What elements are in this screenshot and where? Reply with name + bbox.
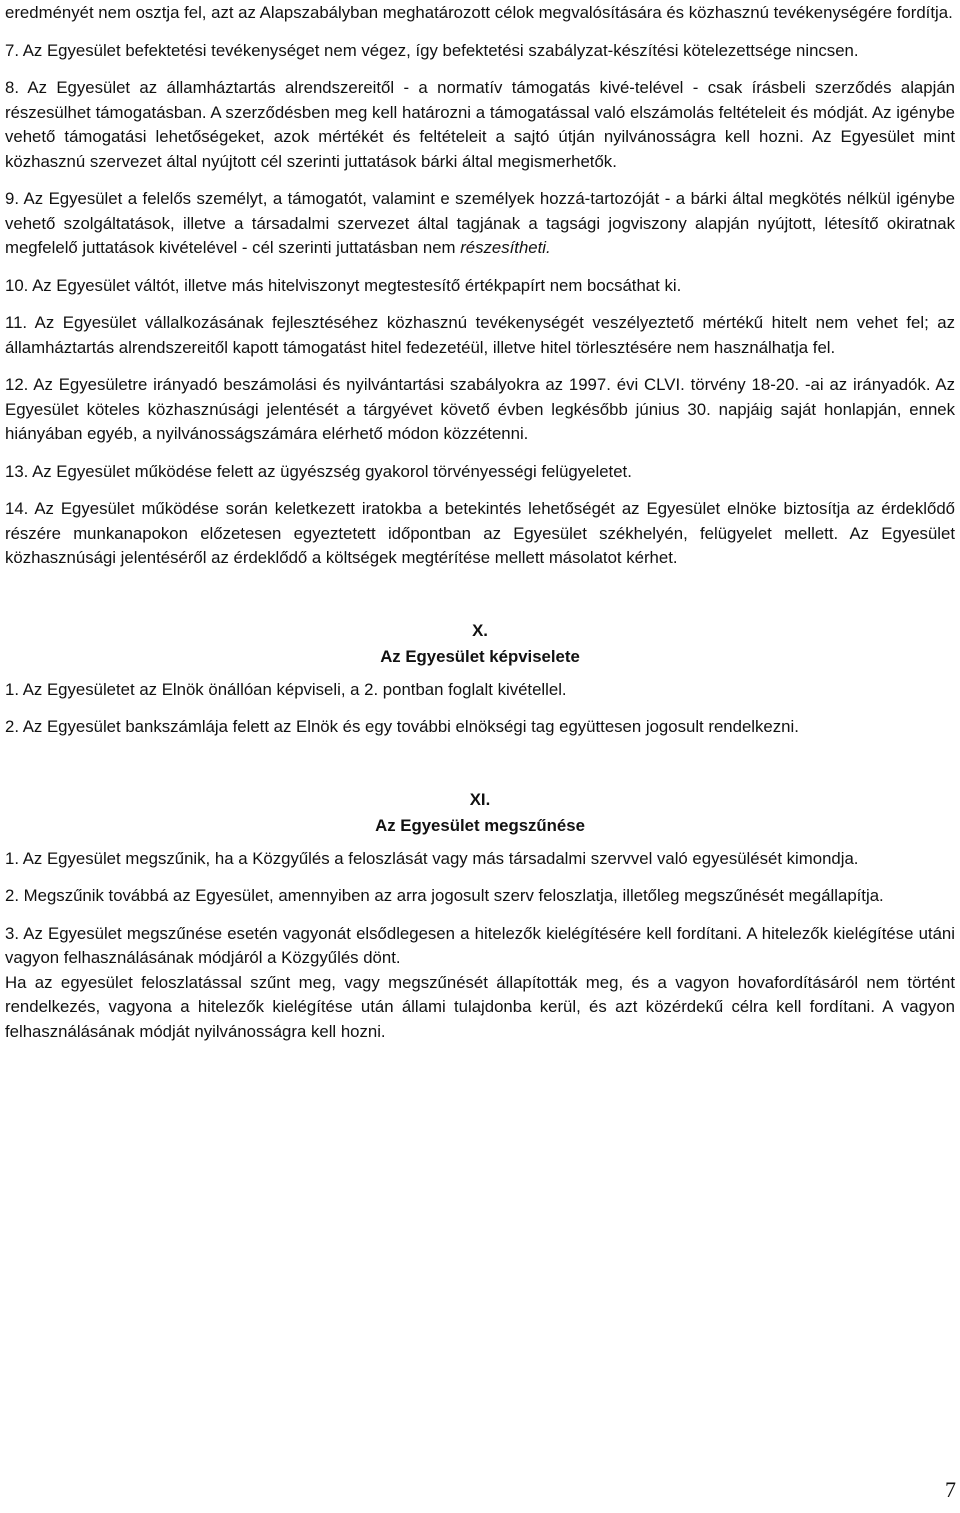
section-x-title: Az Egyesület képviselete xyxy=(380,646,580,666)
document-page xyxy=(5,0,955,1044)
paragraph-10: 10. Az Egyesület váltót, illetve más hitelviszonyt megtestesítő értékpapírt nem bocsáthat ki. xyxy=(5,275,682,295)
page-number: 7 xyxy=(945,1477,956,1502)
paragraph-11: 11. Az Egyesület vállalkozásának fejlesztéséhez közhasznú tevékenységét veszélyeztető mértékű hitelt nem vehet fel; az államháztartás alrendszereitől kapott támogatást hitel fedezetéül, illetve hitel törlesztésére nem használhatja fel. xyxy=(5,313,955,357)
paragraph-13: 13. Az Egyesület működése felett az ügyészség gyakorol törvényességi felügyeletet. xyxy=(5,461,632,481)
paragraph-9-italic: részesítheti. xyxy=(460,238,551,257)
section-x-heading xyxy=(5,618,955,670)
paragraph-continuation: eredményét nem osztja fel, azt az Alapszabályban meghatározott célok megvalósítására és közhasznú tevékenységére fordítja. xyxy=(5,3,953,22)
section-x-number: X. xyxy=(472,620,488,640)
paragraph-14: 14. Az Egyesület működése során keletkezett iratokba a betekintés lehetőségét az Egyesület elnöke biztosítja az érdeklődő részére munkanapokon előzetesen egyeztetett időpontban az Egyesület székhelyén, felügyelet mellett. Az Egyesület közhasznúsági jelentéséről az érdeklődő a költségek megtérítése mellett másolatot kérhet. xyxy=(5,499,955,567)
paragraph-8: 8. Az Egyesület az államháztartás alrendszereitől - a normatív támogatás kivé-telével - csak írásbeli szerződés alapján részesülhet támogatásban. A szerződésben meg kell határozni a támogatással való elszámolás feltételeit és módját. Az igénybe vehető támogatási lehetőségeket, azok mértékét és feltételeit a sajtó útján nyilvánosságra kell hozni. Az Egyesület mint közhasznú szervezet által nyújtott cél szerinti juttatások bárki által megismerhetők. xyxy=(5,78,955,171)
section-xi-paragraph-1: 1. Az Egyesület megszűnik, ha a Közgyűlés a feloszlását vagy más társadalmi szervvel való egyesülését kimondja. xyxy=(5,848,859,868)
section-xi-paragraph-2: 2. Megszűnik továbbá az Egyesület, amennyiben az arra jogosult szerv feloszlatja, illetőleg megszűnését megállapítja. xyxy=(5,886,884,905)
paragraph-9 xyxy=(5,187,955,261)
paragraph-9-text: 9. Az Egyesület a felelős személyt, a támogatót, valamint e személyek hozzá-tartozóját - a bárki által megkötés nélkül igénybe vehető szolgáltatások, illetve a társadalmi szervezet által tagjának a tagsági jogviszony alapján nyújtott, létesítő okiratnak megfelelő juttatások kivételével - cél szerinti juttatásban nem xyxy=(5,189,955,257)
paragraph-12: 12. Az Egyesületre irányadó beszámolási és nyilvántartási szabályokra az 1997. évi CLVI. törvény 18-20. -ai az irányadók. Az Egyesület köteles közhasznúsági jelentését a tárgyévet követő évben legkésőbb június 30. napjáig saját honlapján, ennek hiányában egyéb, a nyilvánosságszámára elérhető módon közzétenni. xyxy=(5,375,955,443)
paragraph-7: 7. Az Egyesület befektetési tevékenységet nem végez, így befektetési szabályzat-készítési kötelezettsége nincsen. xyxy=(5,40,859,60)
section-xi-heading xyxy=(5,787,955,839)
section-xi-paragraph-3a: 3. Az Egyesület megszűnése esetén vagyonát elsődlegesen a hitelezők kielégítésére kell fordítani. A hitelezők kielégítése utáni vagyon felhasználásának módjáról a Közgyűlés dönt. xyxy=(5,923,955,967)
section-xi-number: XI. xyxy=(469,789,491,809)
section-x-paragraph-2: 2. Az Egyesület bankszámlája felett az Elnök és egy további elnökségi tag együttesen jogosult rendelkezni. xyxy=(5,717,799,736)
section-xi-paragraph-3b: Ha az egyesület feloszlatással szűnt meg, vagy megszűnését állapították meg, és a vagyon hovafordításáról nem történt rendelkezés, vagyona a hitelezők kielégítése után állami tulajdonba kerül, és azt közérdekű célra kell fordítani. A vagyon felhasználásának módját nyilvánosságra kell hozni. xyxy=(5,972,955,1041)
section-x-paragraph-1: 1. Az Egyesületet az Elnök önállóan képviseli, a 2. pontban foglalt kivétellel. xyxy=(5,679,567,699)
section-xi-title: Az Egyesület megszűnése xyxy=(375,815,585,835)
